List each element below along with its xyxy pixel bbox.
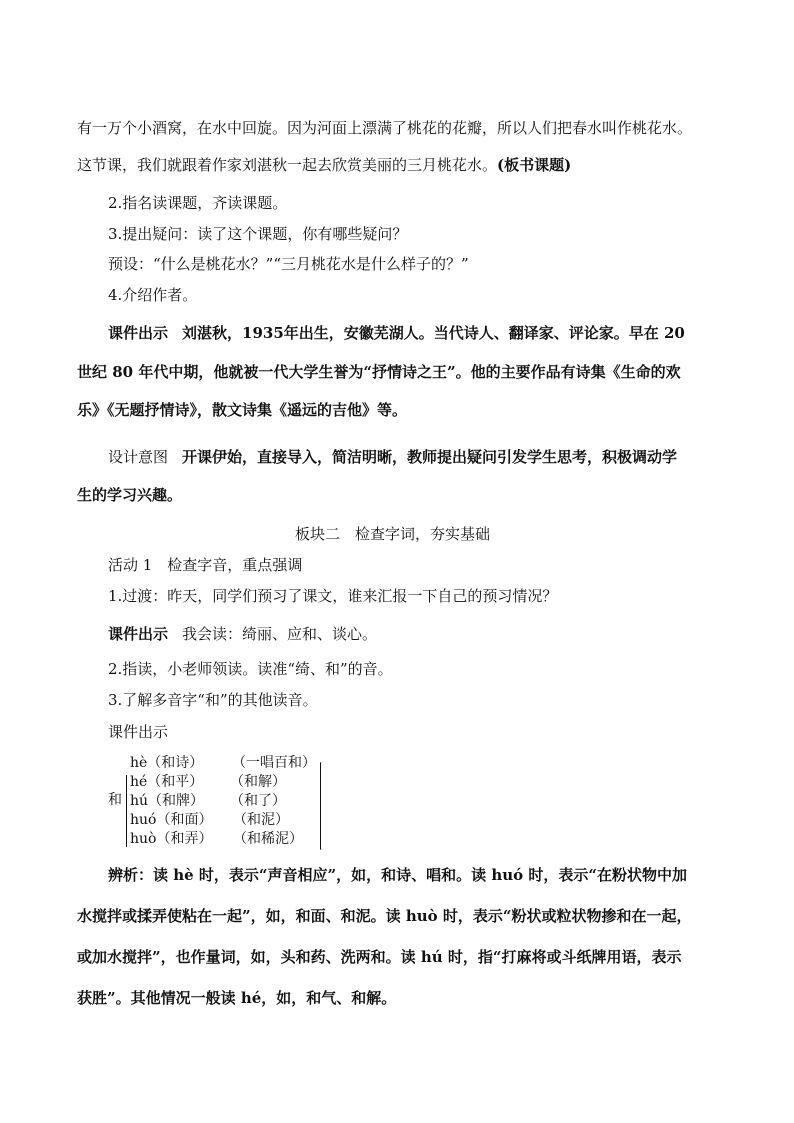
pinyin-row: hè（和诗） <box>130 755 204 771</box>
pinyin-row: huó（和面） <box>130 812 213 828</box>
section-title: 板块二 检查字词，夯实基础 <box>295 525 491 543</box>
design-intent <box>108 447 677 467</box>
example-row: （和稀泥） <box>233 831 303 847</box>
author-text: 刘湛秋，1935年出生，安徽芜湖人。当代诗人、翻译家、评论家。早在 20 <box>182 324 685 342</box>
activity-title: 活动 1 检查字音，重点强调 <box>108 556 303 574</box>
preset-questions: 预设：“什么是桃花水？”“三月桃花水是什么样子的？” <box>108 255 469 273</box>
board-note: (板书课题) <box>497 156 572 174</box>
courseware-label-alone: 课件出示 <box>108 723 169 741</box>
paragraph-line <box>77 155 571 175</box>
pinyin-row: hé（和平） <box>130 774 204 790</box>
right-bracket <box>320 762 323 850</box>
he-char: 和 <box>108 792 122 808</box>
courseware-label: 课件出示 <box>108 324 169 342</box>
example-row: （和解） <box>230 774 286 790</box>
step-3: 3.提出疑问：读了这个课题，你有哪些疑问？ <box>108 225 408 243</box>
paragraph-text: 这节课，我们就跟着作家刘湛秋一起去欣赏美丽的三月桃花水。 <box>77 156 498 174</box>
explain-line: 水搅拌或揉弄使粘在一起”，如，和面、和泥。读 huò 时，表示“粉状或粒状物掺和在一起， <box>77 907 692 925</box>
paragraph-line: 有一万个小酒窝，在水中回旋。因为河面上漂满了桃花的花瓣，所以人们把春水叫作桃花水。 <box>77 119 693 137</box>
read-step: 2.指读，小老师领读。读准“绮、和”的音。 <box>108 660 393 678</box>
courseware-author <box>108 323 685 343</box>
pinyin-row: hú（和牌） <box>130 793 205 809</box>
design-intent-label: 设计意图 <box>108 448 169 466</box>
left-bracket <box>126 775 129 847</box>
courseware-label: 课件出示 <box>108 625 169 643</box>
transition-step: 1.过渡：昨天，同学们预习了课文，谁来汇报一下自己的预习情况？ <box>108 587 558 605</box>
step-4: 4.介绍作者。 <box>108 286 198 304</box>
design-intent-text: 开课伊始，直接导入，简洁明晰，教师提出疑问引发学生思考，积极调动学 <box>182 448 678 466</box>
example-row: （一唱百和） <box>232 755 316 771</box>
design-intent-line: 生的学习兴趣。 <box>77 486 183 504</box>
polyphone-step: 3.了解多音字“和”的其他读音。 <box>108 691 318 709</box>
author-text-line: 乐》《无题抒情诗》，散文诗集《遥远的吉他》等。 <box>77 401 408 419</box>
explain-line: 辨析：读 hè 时，表示“声音相应”，如，和诗、唱和。读 huó 时，表示“在粉状物中加 <box>108 866 688 884</box>
pinyin-row: huò（和弄） <box>130 831 213 847</box>
author-text-line: 世纪 80 年代中期，他就被一代大学生誉为“抒情诗之王”。他的主要作品有诗集《生命的欢 <box>77 363 681 381</box>
example-row: （和泥） <box>233 812 289 828</box>
step-2: 2.指名读课题，齐读课题。 <box>108 194 288 212</box>
explain-line: 获胜”。其他情况一般读 hé，如，和气、和解。 <box>77 989 397 1007</box>
explain-line: 或加水搅拌”，也作量词，如，头和药、洗两和。读 hú 时，指“打麻将或斗纸牌用语，表示 <box>77 948 682 966</box>
courseware-read <box>108 624 377 644</box>
example-row: （和了） <box>230 793 286 809</box>
read-words: 我会读：绮丽、应和、谈心。 <box>182 625 378 643</box>
